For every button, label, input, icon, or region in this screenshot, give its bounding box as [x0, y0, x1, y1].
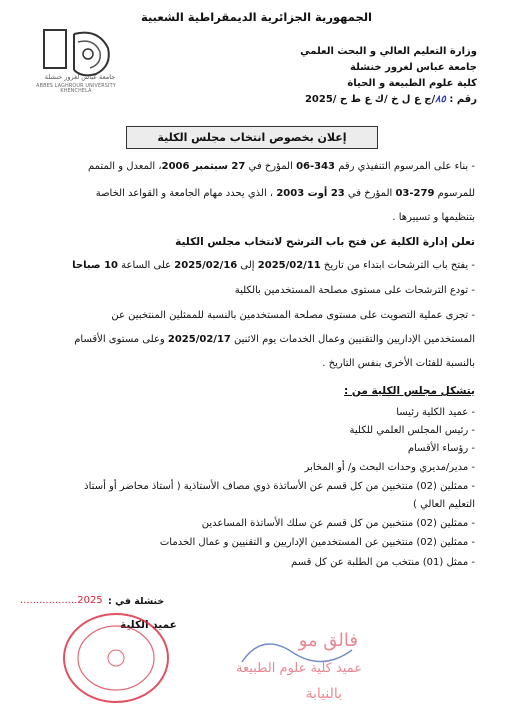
- council-member-cont: التعليم العالي ): [413, 499, 475, 510]
- council-member: - رئيس المجلس العلمي للكلية: [349, 425, 475, 436]
- university-name: جامعة عباس لغرور خنشلة: [350, 62, 477, 73]
- ref-handwritten: ٨٥: [435, 94, 446, 105]
- item-voting-line-3: بالنسبة للفئات الأخرى بنفس التاريخ .: [322, 358, 475, 369]
- council-member: - عميد الكلية رئيسا: [396, 407, 475, 418]
- logo-caption-en: ABBES LAGHROUR UNIVERSITY KHENCHELA: [36, 84, 116, 94]
- intro-line-3: بتنظيمها و تسييرها .: [392, 212, 475, 223]
- item-voting-line-2: المستخدمين الإداريين والتقنيين وعمال الخدمات يوم الاثنين 2025/02/17 وعلى مستوى الأقسام: [74, 334, 475, 345]
- ministry-name: وزارة التعليم العالي و البحث العلمي: [300, 46, 477, 57]
- council-member: - ممثل (01) منتخب من الطلبة عن كل قسم: [291, 557, 475, 568]
- council-member: - ممثلين (02) منتخبين من كل قسم عن سلك الأساتذة المساعدين: [201, 518, 475, 529]
- item-deposit: - تودع الترشحات على مستوى مصلحة المستخدمين بالكلية: [234, 285, 475, 296]
- signature-place: خنشلة في :: [108, 596, 165, 607]
- council-member: - ممثلين (02) منتخبين عن المستخدمين الإداريين و التقنيين و عمال الخدمات: [159, 537, 475, 548]
- faculty-round-stamp: [56, 598, 226, 710]
- council-member: - ممثلين (02) منتخبين من كل قسم عن الأساتذة ذوي مصاف الأستاذية ( أستاذ محاضر أو أستاذ: [84, 481, 475, 492]
- section-title-council: يتشكل مجلس الكلية من :: [344, 385, 475, 397]
- svg-text:فالق مو: فالق مو: [298, 630, 358, 651]
- dean-name-stamp: [222, 622, 366, 706]
- item-voting-line-1: - تجرى عملية التصويت على مستوى مصلحة المستخدمين بالنسبة للممثلين المنتخبين عن: [111, 310, 475, 321]
- section-title-candidacy: تعلن إدارة الكلية عن فتح باب الترشح لانتخاب مجلس الكلية: [175, 236, 475, 248]
- council-member: - مدير/مديري وحدات البحث و/ أو المخابر: [304, 462, 475, 473]
- logo-caption: جامعة عباس لغرور خنشلة: [44, 73, 116, 81]
- dean-title: عميد الكلية: [120, 619, 177, 631]
- intro-line-1: - بناء على المرسوم التنفيذي رقم 343-06 المؤرخ في 27 سبتمبر 2006، المعدل و المتمم: [88, 161, 475, 172]
- faculty-name: كلية علوم الطبيعة و الحياة: [347, 78, 477, 89]
- council-member: - رؤساء الأقسام: [407, 443, 475, 454]
- reference-number: [305, 94, 477, 105]
- republic-title: الجمهورية الجزائرية الديمقراطية الشعبية: [140, 10, 372, 24]
- signature-date: ..................2025: [20, 595, 103, 606]
- announcement-title: إعلان بخصوص انتخاب مجلس الكلية: [126, 126, 378, 149]
- svg-text:عميد كلية علوم الطبيعة: عميد كلية علوم الطبيعة: [236, 661, 362, 676]
- svg-text:بالنيابة: بالنيابة: [305, 686, 342, 702]
- ref-suffix: /ج ع ل خ /ك ع ط ح /2025: [304, 94, 436, 105]
- ref-prefix: رقم :: [449, 94, 477, 105]
- intro-line-2: للمرسوم 279-03 المؤرخ في 23 أوت 2003 ، الذي يحدد مهام الجامعة و القواعد الخاصة: [95, 188, 475, 199]
- item-candidacy-dates: - يفتح باب الترشحات ابتداء من تاريخ 2025/02/11 إلى 2025/02/16 على الساعة 10 صباحا: [72, 260, 475, 271]
